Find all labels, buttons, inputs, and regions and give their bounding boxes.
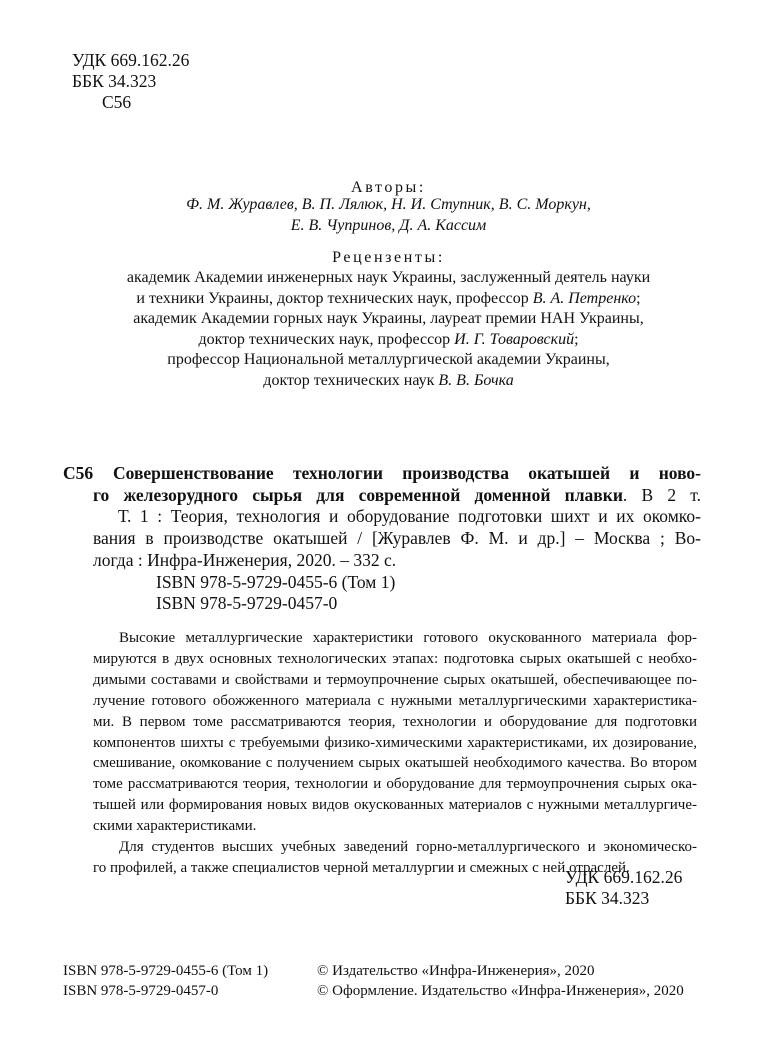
reviewers-heading: Рецензенты: [332,249,445,266]
author-sign: С56 [102,92,132,112]
reviewer-text: доктор технических наук [263,371,439,389]
copyright-line: © Оформление. Издательство «Инфра-Инженерия», 2020 [317,983,684,999]
authors-list [80,195,697,236]
footer-isbn-line: ISBN 978-5-9729-0457-0 [63,983,219,999]
authors-line: Ф. М. Журавлев, В. П. Лялюк, Н. И. Ступник, В. С. Моркун, [186,196,591,213]
entry-line: Т. 1 : Теория, технология и оборудование подготовки шихт и их окомко- [118,506,701,527]
entry-line: логда : Инфра-Инженерия, 2020. – 332 с. [93,549,397,570]
bbk-code: ББК 34.323 [72,71,157,91]
entry-title: Совершенствование технологии производства окатышей и ново- [113,463,701,483]
reviewer-line [80,289,697,310]
reviewer-text: и техники Украины, доктор технических наук, профессор [136,289,533,307]
annotation [93,628,697,879]
footer-copyright [317,961,684,1001]
reviewer-name: В. В. Бочка [438,371,514,389]
reviewer-name: И. Г. Товаровский [454,330,575,348]
annotation-line: компонентов шихты с требуемыми физико-химическими характеристиками, их дозирование, [93,734,697,751]
reviewer-punct: ; [574,330,579,348]
reviewer-line [80,371,697,392]
annotation-line: смешивание, окомкование с получением сырых окатышей необходимого качества. Во втором [93,755,697,772]
annotation-line: ми. В первом томе рассматриваются теория, технологии и оборудование для подготовки [93,713,697,730]
catalog-code: С56 [63,463,94,483]
reviewers-list [80,268,697,391]
classification-codes [72,50,189,113]
footer-isbn [63,961,268,1001]
annotation-line: димыми составами и свойствами и термоупрочнение сырых окатышей, обеспечивающее по- [93,671,697,688]
copyright-line: © Издательство «Инфра-Инженерия», 2020 [317,963,595,979]
reviewer-text: академик Академии инженерных наук Украины, заслуженный деятель науки [126,269,651,286]
entry-title: го железорудного сырья для современной доменной плавки [93,484,623,505]
catalog-entry [93,463,701,615]
annotation-line: го профилей, а также специалистов черной металлургии и смежных с ней отраслей. [93,859,630,876]
annotation-line: лучение готового обожженного материала с нужными металлургическими характеристика- [93,692,697,709]
entry-title-line [93,463,701,485]
authors-line: Е. В. Чупринов, Д. А. Кассим [290,216,487,234]
reviewer-line [80,309,697,330]
reviewer-text: профессор Национальной металлургической академии Украины, [167,351,610,368]
footer-isbn-line: ISBN 978-5-9729-0455-6 (Том 1) [63,963,269,979]
annotation-line: скими характеристиками. [93,818,257,835]
reviewer-name: В. А. Петренко [532,289,637,307]
udk-code: УДК 669.162.26 [565,867,683,887]
authors-heading: Авторы: [351,179,426,196]
entry-isbn: ISBN 978-5-9729-0457-0 [156,593,338,614]
reviewer-line [80,330,697,351]
entry-volumes: . В 2 т. [622,484,701,505]
annotation-line: тышей или формирования новых видов окускованных материалов с нужными металлургиче- [93,797,697,814]
reviewer-line [80,350,697,371]
annotation-line: Для студентов высших учебных заведений горно-металлургического и экономическо- [119,839,697,856]
reviewer-text: академик Академии горных наук Украины, лауреат премии НАН Украины, [133,310,644,327]
entry-line: вания в производстве окатышей / [Журавлев Ф. М. и др.] – Москва ; Во- [93,528,701,549]
reviewer-punct: ; [636,289,641,307]
reviewer-line [80,268,697,289]
entry-title-line [93,485,701,507]
annotation-line: Высокие металлургические характеристики готового окускованного материала фор- [119,630,697,646]
bbk-code: ББК 34.323 [565,888,650,908]
classification-codes-repeat [565,867,682,909]
udk-code: УДК 669.162.26 [72,50,190,70]
annotation-line: мируются в двух основных технологических этапах: подготовка сырых окатышей с необхо- [93,650,697,667]
reviewer-text: доктор технических наук, профессор [198,330,455,348]
entry-isbn: ISBN 978-5-9729-0455-6 (Том 1) [156,571,396,592]
annotation-line: томе рассматриваются теория, технологии и оборудование для термоупрочнения сырых ока- [93,776,697,793]
